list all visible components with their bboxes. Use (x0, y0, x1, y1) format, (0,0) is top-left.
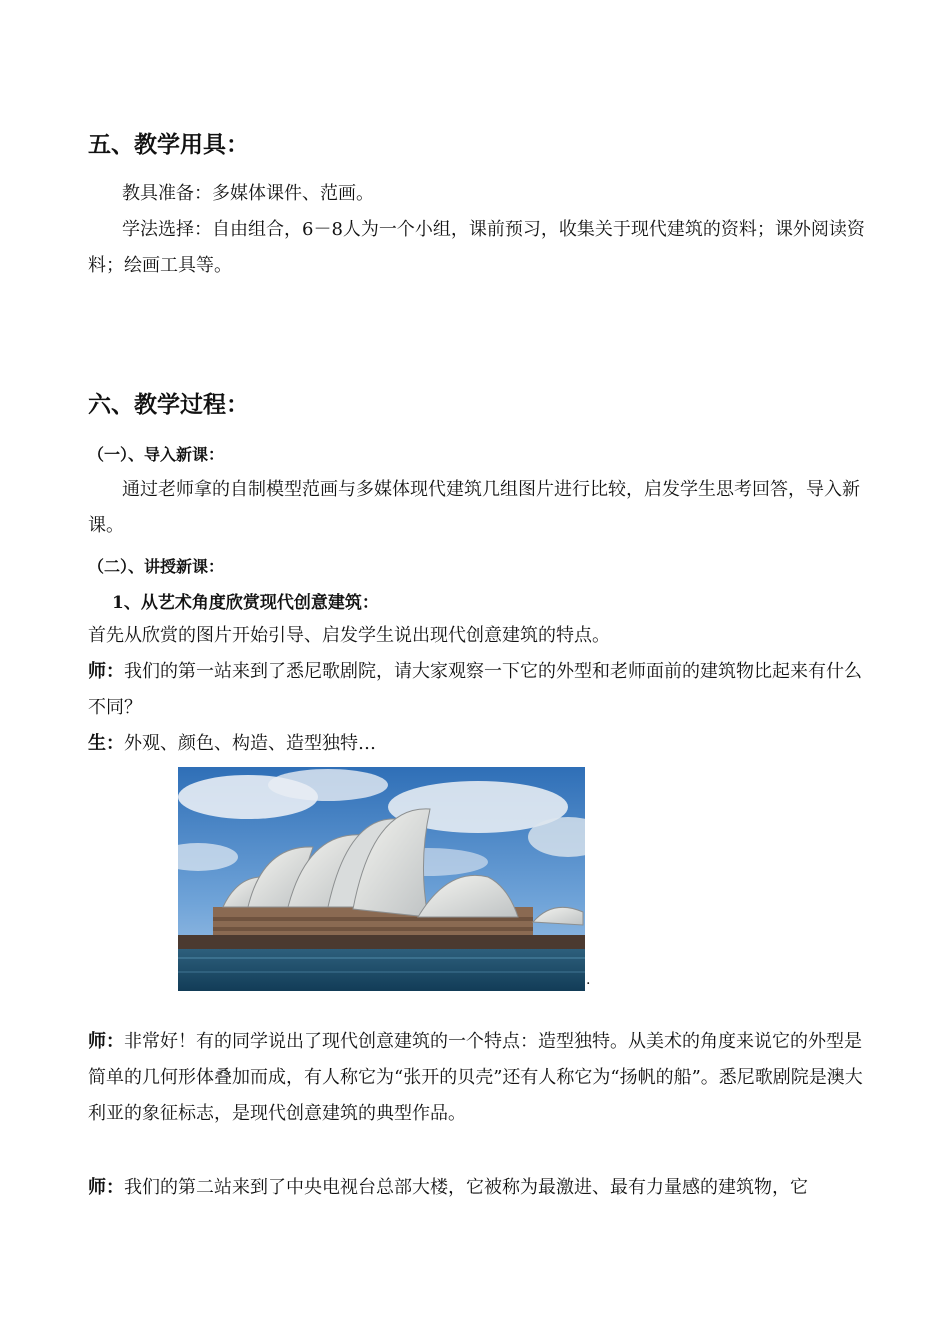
photo-caption-dot: . (586, 972, 591, 988)
point-1-heading: 1、从艺术角度欣赏现代创意建筑： (112, 593, 379, 613)
teacher-comment-3-text: 我们的第二站来到了中央电视台总部大楼，它被称为最激进、最有力量感的建筑物，它 (124, 1177, 808, 1198)
teacher-label: 师： (88, 1177, 124, 1198)
student-label: 生： (88, 733, 124, 754)
student-answer-text: 外观、颜色、构造、造型独特… (124, 733, 376, 754)
sydney-opera-house-photo (178, 767, 585, 991)
intro-lesson-paragraph: 通过老师拿的自制模型范画与多媒体现代建筑几组图片进行比较，启发学生思考回答，导入新课。 (88, 479, 860, 536)
section-5-heading: 五、教学用具： (88, 132, 249, 158)
subsection-1-heading: （一）、导入新课： (88, 445, 225, 464)
study-method-paragraph: 学法选择：自由组合，6－8人为一个小组，课前预习，收集关于现代建筑的资料；课外阅读资料；绘画工具等。 (88, 219, 865, 276)
teacher-comment-2 (88, 1024, 866, 1132)
guidance-paragraph: 首先从欣赏的图片开始引导、启发学生说出现代创意建筑的特点。 (88, 625, 610, 646)
teacher-question-text: 我们的第一站来到了悉尼歌剧院，请大家观察一下它的外型和老师面前的建筑物比起来有什么不同？ (88, 661, 862, 718)
teacher-comment-3 (88, 1170, 866, 1206)
section-6-heading: 六、教学过程： (88, 392, 249, 418)
teacher-question-1 (88, 654, 866, 726)
teacher-label: 师： (88, 661, 124, 682)
teaching-tools-paragraph: 教具准备：多媒体课件、范画。 (122, 183, 374, 204)
subsection-2-heading: （二）、讲授新课： (88, 557, 225, 576)
student-answer-1 (88, 726, 866, 762)
teacher-comment-text: 非常好！有的同学说出了现代创意建筑的一个特点：造型独特。从美术的角度来说它的外型是简单的几何形体叠加而成，有人称它为“张开的贝壳”还有人称它为“扬帆的船”。悉尼歌剧院是澳大利亚的象征标志，是现代创意建筑的典型作品。 (88, 1031, 863, 1124)
teacher-label: 师： (88, 1031, 124, 1052)
